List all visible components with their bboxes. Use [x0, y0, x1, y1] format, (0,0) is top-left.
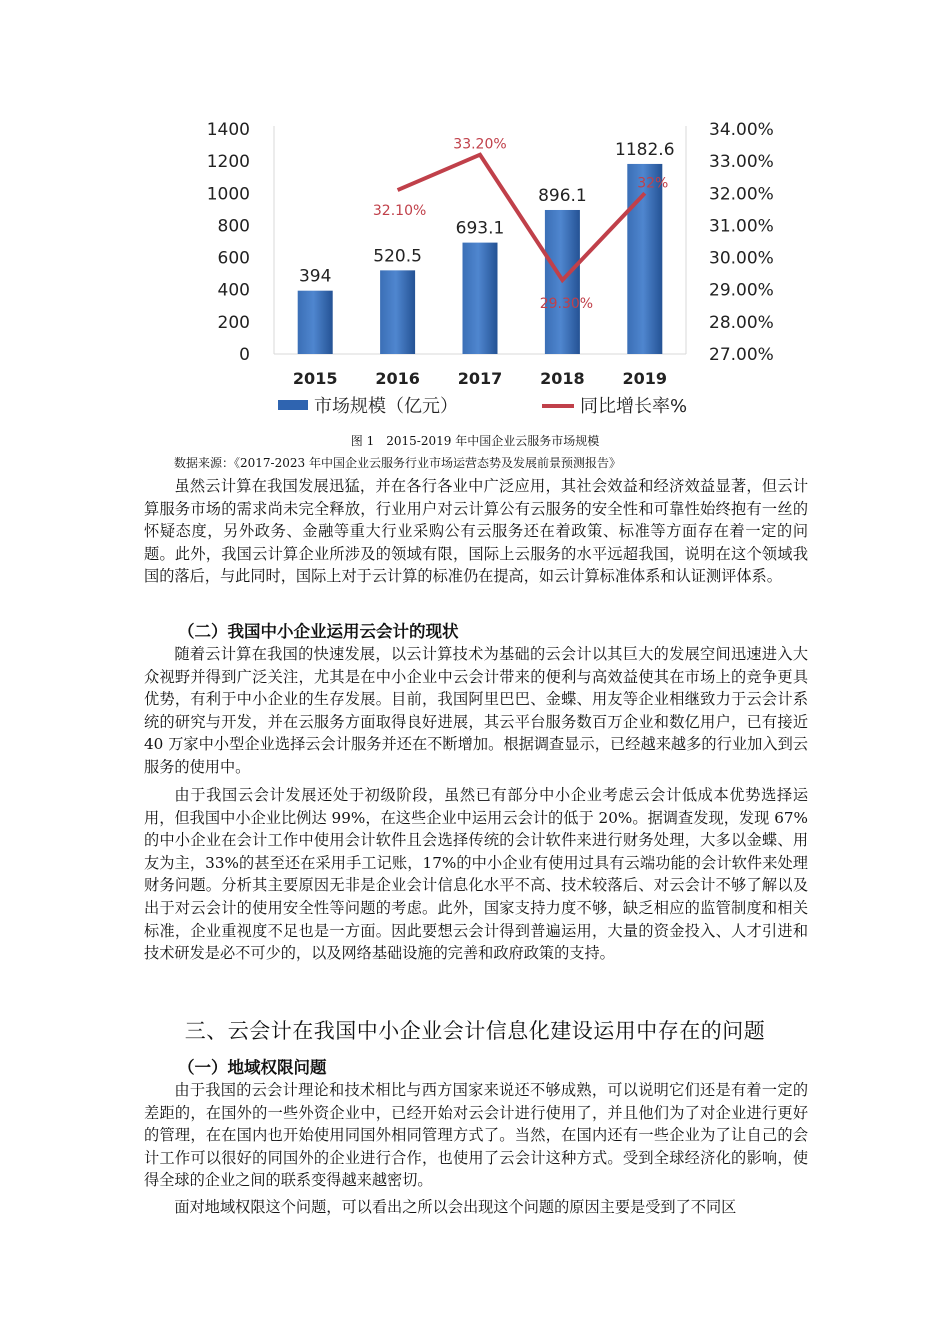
bar-2017	[463, 243, 498, 354]
subheading-region-permission: （一）地域权限问题	[178, 1058, 327, 1077]
paragraph-region-gap: 由于我国的云会计理论和技术相比与西方国家来说还不够成熟，可以说明它们还是有着一定的差距的，在国外的一些外资企业中，已经开始对云会计进行使用了，并且他们为了对企业进行更好的管理，在在国内也开始使用同国外相同管理方式了。当然，在国内还有一些企业为了让自己的会计工作可以很好的同国外的企业进行合作，也使用了云会计这种方式。受到全球经济化的影响，使得全球的企业之间的联系变得越来越密切。	[144, 1081, 808, 1190]
y-tick-label: 0	[239, 345, 250, 365]
y2-tick-label: 33.00%	[709, 152, 774, 173]
figure-caption: 图 1 2015-2019 年中国企业云服务市场规模	[350, 434, 600, 448]
growth-rate-label: 29.30%	[539, 296, 594, 313]
legend-bar-label: 市场规模（亿元）	[314, 396, 458, 417]
y2-tick-label: 29.00%	[709, 280, 774, 301]
bar-value-label: 520.5	[373, 246, 422, 267]
y-tick-label: 1000	[206, 184, 250, 205]
paragraph-cloud-accounting-growth: 随着云计算在我国的快速发展，以云计算技术为基础的云会计以其巨大的发展空间迅速进入大众视野并得到广泛关注，尤其是在中小企业中云会计带来的便利与高效益使其在市场上的竞争更具优势，有利于中小企业的生存发展。目前，我国阿里巴巴、金蝶、用友等企业相继致力于云会计系统的研究与开发，并在云服务方面取得良好进展，其云平台服务数百万企业和数亿用户，已有接近 40 万家中小型企业选择云会计服务并还在不断增加。根据调查显示，已经越来越多的行业加入到云服务的使用中。	[144, 645, 808, 776]
bar-value-label: 896.1	[538, 185, 587, 206]
y2-tick-label: 28.00%	[709, 312, 774, 333]
y2-tick-label: 34.00%	[709, 120, 774, 140]
legend-bar-swatch	[278, 400, 308, 410]
x-tick-label: 2017	[457, 369, 503, 388]
subheading-sme-status: （二）我国中小企业运用云会计的现状	[178, 622, 459, 641]
market-size-chart	[190, 110, 774, 428]
y-tick-label: 400	[217, 280, 250, 301]
x-tick-label: 2018	[540, 369, 585, 388]
paragraph-adoption-stats: 由于我国云会计发展还处于初级阶段，虽然已有部分中小企业考虑云会计低成本优势选择运用，但我国中小企业比例达 99%，在这些企业中运用云会计的低于 20%。据调查发现，发现 67%的中小企业在会计工作中使用会计软件且会选择传统的会计软件来进行财务处理，大多以金蝶、用友为主，33%的甚至还在采用手工记账，17%的中小企业有使用过具有云端功能的会计软件来处理财务问题。分析其主要原因无非是企业会计信息化水平不高、技术较落后、对云会计不够了解以及出于对云会计的使用安全性等问题的考虑。此外，国家支持力度不够，缺乏相应的监管制度和相关标准，企业重视度不足也是一方面。因此要想云会计得到普遍运用，大量的资金投入、人才引进和技术研发是必不可少的，以及网络基础设施的完善和政府政策的支持。	[144, 786, 808, 963]
section-heading-problems: 三、云会计在我国中小企业会计信息化建设运用中存在的问题	[184, 1019, 766, 1043]
growth-rate-label: 32.10%	[372, 203, 427, 220]
y-tick-label: 1200	[206, 152, 250, 173]
y2-tick-label: 27.00%	[709, 345, 774, 365]
y2-tick-label: 31.00%	[709, 216, 774, 237]
growth-rate-label: 33.20%	[453, 136, 507, 153]
growth-rate-line	[398, 155, 645, 280]
y-tick-label: 800	[217, 216, 250, 237]
bar-2019	[627, 164, 662, 354]
legend-line-label: 同比增长率%	[580, 396, 688, 417]
bar-2015	[298, 291, 333, 354]
y-tick-label: 600	[217, 248, 250, 269]
y-tick-label: 1400	[206, 120, 250, 140]
y2-tick-label: 32.00%	[709, 184, 774, 205]
growth-rate-label: 32%	[637, 175, 669, 192]
x-tick-label: 2016	[375, 369, 420, 388]
paragraph-region-cause: 面对地域权限这个问题，可以看出之所以会出现这个问题的原因主要是受到了不同区	[174, 1198, 737, 1216]
x-tick-label: 2015	[292, 369, 338, 388]
bar-value-label: 693.1	[455, 218, 505, 239]
bar-value-label: 394	[298, 266, 332, 287]
bar-value-label: 1182.6	[615, 139, 675, 160]
paragraph-cloud-status: 虽然云计算在我国发展迅猛，并在各行各业中广泛应用，其社会效益和经济效益显著，但云计算服务市场的需求尚未完全释放，行业用户对云计算公有云服务的安全性和可靠性始终抱有一丝的怀疑态度，另外政务、金融等重大行业采购公有云服务还在着政策、标准等方面存在着一定的问题。此外，我国云计算企业所涉及的领域有限，国际上云服务的水平远超我国，说明在这个领域我国的落后，与此同时，国际上对于云计算的标准仍在提高，如云计算标准体系和认证测评体系。	[144, 477, 808, 586]
figure-source: 数据来源：《2017-2023 年中国企业云服务行业市场运营态势及发展前景预测报告》	[174, 456, 621, 470]
bar-2016	[380, 270, 415, 354]
x-tick-label: 2019	[622, 369, 668, 388]
y2-tick-label: 30.00%	[709, 248, 774, 269]
y-tick-label: 200	[217, 312, 250, 333]
